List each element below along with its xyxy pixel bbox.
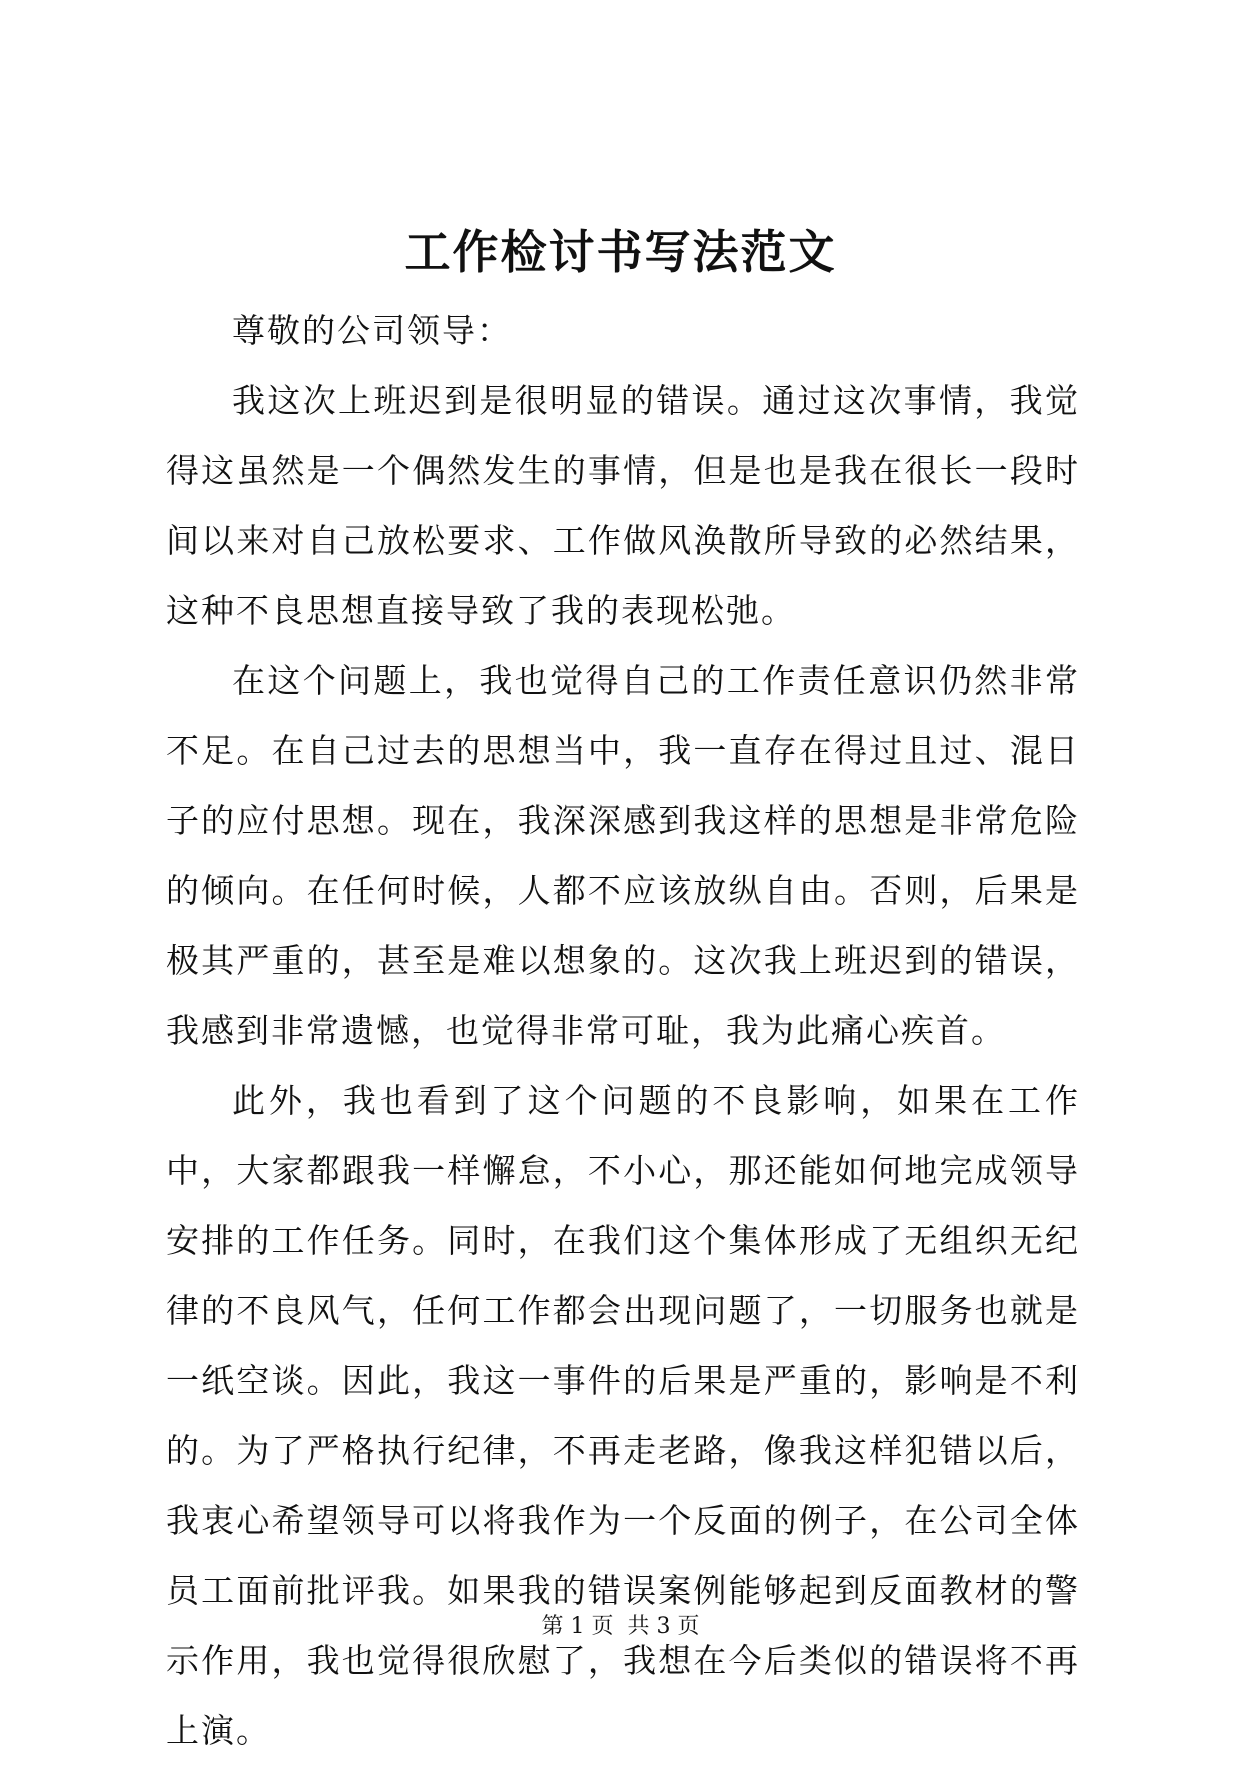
salutation: 尊敬的公司领导： <box>232 311 512 350</box>
paragraph-3: 此外，我也看到了这个问题的不良影响，如果在工作中，大家都跟我一样懈怠，不小心，那还能如何地完成领导安排的工作任务。同时，在我们这个集体形成了无组织无纪律的不良风气，任何工作都会出现问题了，一切服务也就是一纸空谈。因此，我这一事件的后果是严重的，影响是不利的。为了严格执行纪律，不再走老路，像我这样犯错以后，我衷心希望领导可以将我作为一个反面的例子，在公司全体员工面前批评我。如果我的错误案例能够起到反面教材的警示作用，我也觉得很欣慰了，我想在今后类似的错误将不再上演。 <box>166 1081 1080 1750</box>
paragraph-2: 在这个问题上，我也觉得自己的工作责任意识仍然非常不足。在自己过去的思想当中，我一直存在得过且过、混日子的应付思想。现在，我深深感到我这样的思想是非常危险的倾向。在任何时候，人都不应该放纵自由。否则，后果是极其严重的，甚至是难以想象的。这次我上班迟到的错误，我感到非常遗憾，也觉得非常可耻，我为此痛心疾首。 <box>166 661 1080 1050</box>
document-title: 工作检讨书写法范文 <box>404 225 837 279</box>
document-body <box>166 296 1080 1766</box>
page-footer <box>0 1612 1241 1642</box>
paragraph-1: 我这次上班迟到是很明显的错误。通过这次事情，我觉得这虽然是一个偶然发生的事情，但是也是我在很长一段时间以来对自己放松要求、工作做风涣散所导致的必然结果，这种不良思想直接导致了我的表现松弛。 <box>166 381 1080 630</box>
page-indicator: 第 1 页 共 3 页 <box>541 1614 700 1639</box>
